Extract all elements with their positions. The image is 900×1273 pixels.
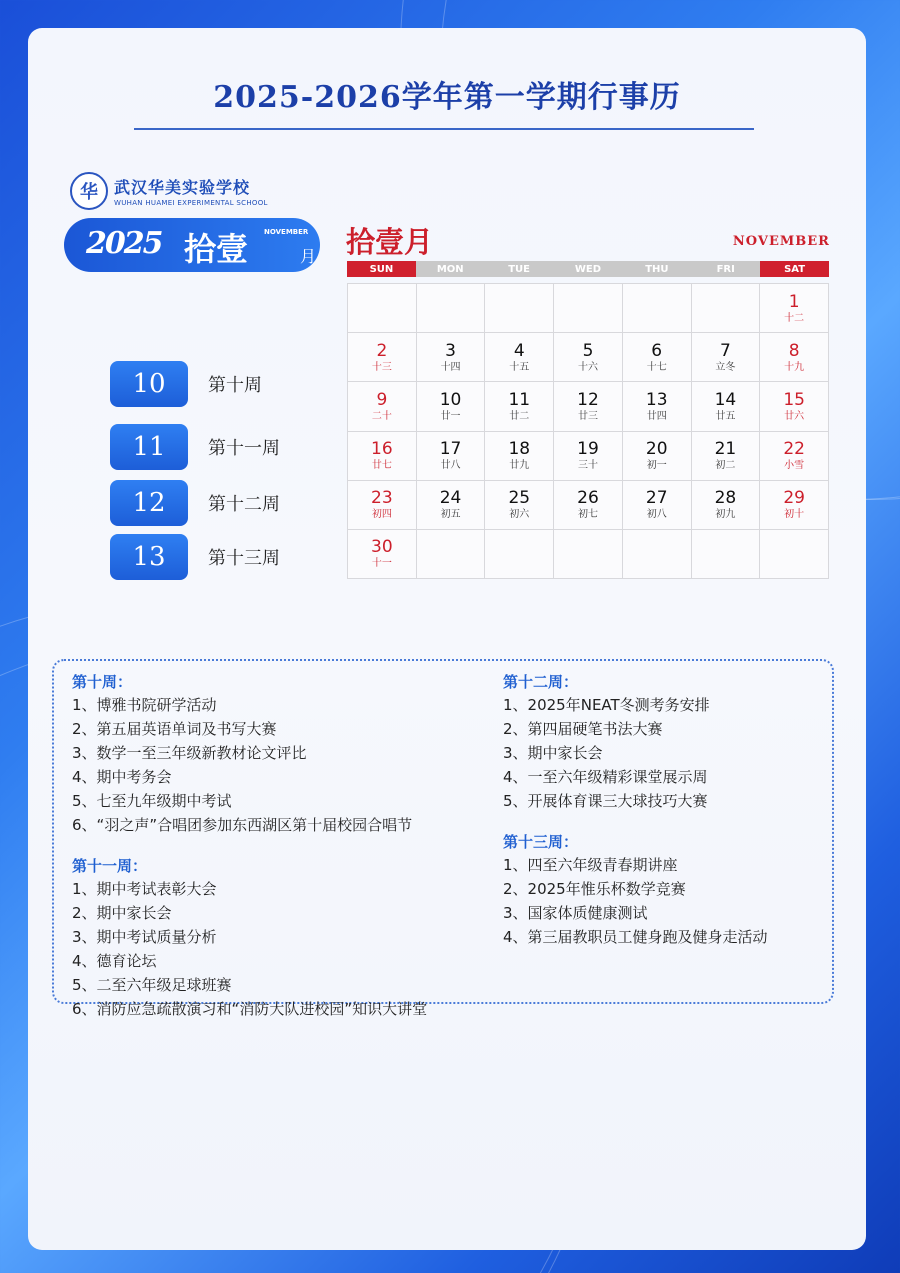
- lunar-date: 廿八: [440, 460, 461, 472]
- day-cell: [348, 432, 417, 481]
- day-cell: [760, 481, 829, 530]
- day-cell: [692, 481, 761, 530]
- day-number: 3: [445, 340, 456, 361]
- day-number: 10: [439, 389, 462, 410]
- lunar-date: 廿三: [577, 410, 598, 422]
- week-label: 第十二周: [208, 494, 280, 515]
- weekday-label: THU: [622, 261, 691, 277]
- calendar-grid: [347, 283, 829, 579]
- day-cell: [485, 333, 554, 382]
- day-number: 6: [651, 340, 663, 361]
- section-title: 第十二周：: [503, 673, 579, 691]
- day-cell: [485, 382, 554, 431]
- lunar-date: 二十: [371, 410, 392, 422]
- day-number: 14: [714, 389, 737, 410]
- day-number: 30: [371, 537, 393, 558]
- empty-day-cell: [485, 530, 554, 579]
- lunar-date: 十九: [784, 361, 805, 373]
- event-item: 3、期中家长会: [503, 744, 603, 762]
- day-number: 25: [508, 488, 531, 509]
- event-item: 6、消防应急疏散演习和“消防大队进校园”知识大讲堂: [72, 1000, 428, 1018]
- lunar-date: 廿六: [784, 410, 805, 422]
- day-cell: [417, 333, 486, 382]
- day-cell: [623, 382, 692, 431]
- events-column-right: [503, 671, 900, 967]
- day-number: 27: [645, 488, 668, 509]
- banner-year: 2025: [86, 226, 162, 261]
- lunar-date: 初五: [440, 509, 461, 521]
- day-number: 5: [582, 340, 594, 361]
- lunar-date: 廿九: [509, 460, 530, 472]
- empty-day-cell: [692, 530, 761, 579]
- lunar-date: 十三: [371, 361, 392, 373]
- weekday-header: [347, 261, 829, 277]
- weekday-label: TUE: [485, 261, 554, 277]
- day-cell: [760, 382, 829, 431]
- day-number: 17: [439, 439, 462, 460]
- week-label: 第十三周: [208, 548, 280, 569]
- title-divider: [134, 128, 754, 130]
- lunar-date: 初七: [577, 509, 598, 521]
- day-cell: [760, 284, 829, 333]
- day-number: 28: [714, 488, 737, 509]
- day-number: 12: [577, 389, 599, 410]
- empty-day-cell: [623, 284, 692, 333]
- week-events-section: [503, 671, 900, 813]
- day-number: 13: [645, 389, 668, 410]
- day-number: 2: [376, 340, 388, 361]
- day-number: 20: [645, 439, 668, 460]
- calendar-month-cn: 拾壹月: [346, 225, 434, 259]
- lunar-date: 廿五: [715, 410, 736, 422]
- school-name-cn: 武汉华美实验学校: [114, 178, 251, 197]
- events-column-left: [72, 671, 472, 1039]
- day-cell: [692, 432, 761, 481]
- day-number: 22: [783, 439, 805, 460]
- school-logo: [70, 172, 268, 210]
- day-number: 8: [788, 340, 800, 361]
- banner-month-cn: 拾壹: [184, 230, 249, 268]
- lunar-date: 立冬: [715, 361, 736, 373]
- banner-month-en: NOVEMBER: [264, 228, 309, 236]
- week-number-badge: 10: [110, 361, 188, 407]
- empty-day-cell: [348, 284, 417, 333]
- day-number: 19: [577, 439, 599, 460]
- lunar-date: 初一: [646, 460, 667, 472]
- week-label: 第十一周: [208, 438, 280, 459]
- day-cell: [554, 432, 623, 481]
- day-cell: [623, 432, 692, 481]
- empty-day-cell: [554, 530, 623, 579]
- event-item: 5、开展体育课三大球技巧大赛: [503, 792, 708, 810]
- day-number: 4: [513, 340, 525, 361]
- day-cell: [554, 481, 623, 530]
- day-cell: [692, 333, 761, 382]
- lunar-date: 小雪: [784, 460, 805, 472]
- empty-day-cell: [417, 530, 486, 579]
- lunar-date: 十六: [577, 361, 598, 373]
- weekday-label: FRI: [691, 261, 760, 277]
- week-label: 第十周: [208, 375, 262, 396]
- calendar-card: [28, 28, 866, 1250]
- day-number: 1: [788, 291, 800, 312]
- weekday-label: SUN: [347, 261, 416, 277]
- event-item: 3、期中考试质量分析: [72, 928, 217, 946]
- day-cell: [760, 432, 829, 481]
- lunar-date: 十二: [784, 312, 805, 324]
- lunar-date: 初四: [371, 509, 392, 521]
- day-cell: [348, 481, 417, 530]
- event-item: 1、四至六年级青春期讲座: [503, 856, 678, 874]
- day-number: 18: [508, 439, 531, 460]
- day-number: 7: [720, 340, 731, 361]
- lunar-date: 初二: [715, 460, 736, 472]
- week-number-badge: 13: [110, 534, 188, 580]
- event-item: 4、德育论坛: [72, 952, 157, 970]
- events-box: [52, 659, 834, 1018]
- lunar-date: 初十: [784, 509, 805, 521]
- school-emblem-icon: 华: [70, 172, 108, 210]
- day-number: 16: [371, 439, 393, 460]
- lunar-date: 廿一: [440, 410, 461, 422]
- day-cell: [760, 333, 829, 382]
- day-cell: [348, 333, 417, 382]
- event-item: 4、一至六年级精彩课堂展示周: [503, 768, 708, 786]
- weekday-label: MON: [416, 261, 485, 277]
- weekday-label: SAT: [760, 261, 829, 277]
- empty-day-cell: [692, 284, 761, 333]
- lunar-date: 三十: [577, 460, 598, 472]
- event-item: 4、期中考务会: [72, 768, 172, 786]
- day-cell: [417, 382, 486, 431]
- lunar-date: 初九: [715, 509, 736, 521]
- weekday-label: WED: [554, 261, 623, 277]
- day-cell: [554, 382, 623, 431]
- lunar-date: 廿四: [646, 410, 667, 422]
- event-item: 2、2025年惟乐杯数学竞赛: [503, 880, 686, 898]
- month-banner: [64, 218, 320, 272]
- day-cell: [692, 382, 761, 431]
- day-cell: [485, 481, 554, 530]
- event-item: 4、第三届教职员工健身跑及健身走活动: [503, 928, 768, 946]
- empty-day-cell: [417, 284, 486, 333]
- lunar-date: 十一: [371, 558, 392, 570]
- empty-day-cell: [485, 284, 554, 333]
- day-cell: [485, 432, 554, 481]
- day-number: 21: [714, 439, 737, 460]
- page-title: 2025-2026学年第一学期行事历: [213, 80, 681, 115]
- day-number: 11: [508, 389, 531, 410]
- school-name-en: WUHAN HUAMEI EXPERIMENTAL SCHOOL: [114, 199, 268, 207]
- event-item: 2、第四届硬笔书法大赛: [503, 720, 663, 738]
- lunar-date: 十七: [646, 361, 667, 373]
- banner-yue: 月: [300, 247, 317, 266]
- lunar-date: 十五: [509, 361, 530, 373]
- event-item: 1、2025年NEAT冬测考务安排: [503, 696, 710, 714]
- empty-day-cell: [760, 530, 829, 579]
- empty-day-cell: [623, 530, 692, 579]
- lunar-date: 初六: [509, 509, 530, 521]
- day-cell: [417, 432, 486, 481]
- section-title: 第十一周：: [72, 857, 148, 875]
- week-events-section: [72, 671, 472, 837]
- day-cell: [417, 481, 486, 530]
- event-item: 5、七至九年级期中考试: [72, 792, 232, 810]
- week-row: [110, 480, 280, 526]
- day-number: 23: [371, 488, 393, 509]
- event-item: 1、博雅书院研学活动: [72, 696, 217, 714]
- event-item: 3、国家体质健康测试: [503, 904, 648, 922]
- section-title: 第十周：: [72, 673, 133, 691]
- event-item: 3、数学一至三年级新教材论文评比: [72, 744, 307, 762]
- week-row: [110, 534, 280, 580]
- event-item: 2、第五届英语单词及书写大赛: [72, 720, 277, 738]
- empty-day-cell: [554, 284, 623, 333]
- day-cell: [348, 382, 417, 431]
- week-number-badge: 11: [110, 424, 188, 470]
- week-row: [110, 424, 280, 470]
- week-events-section: [503, 831, 900, 949]
- day-number: 24: [439, 488, 462, 509]
- event-item: 2、期中家长会: [72, 904, 172, 922]
- day-cell: [623, 481, 692, 530]
- lunar-date: 初八: [646, 509, 667, 521]
- lunar-date: 廿二: [509, 410, 530, 422]
- lunar-date: 十四: [440, 361, 461, 373]
- day-number: 9: [376, 389, 388, 410]
- day-number: 15: [783, 389, 805, 410]
- event-item: 6、“羽之声”合唱团参加东西湖区第十届校园合唱节: [72, 816, 413, 834]
- day-cell: [348, 530, 417, 579]
- day-cell: [623, 333, 692, 382]
- calendar-month-en: NOVEMBER: [732, 234, 830, 249]
- week-row: [110, 361, 262, 407]
- day-cell: [554, 333, 623, 382]
- event-item: 5、二至六年级足球班赛: [72, 976, 232, 994]
- event-item: 1、期中考试表彰大会: [72, 880, 217, 898]
- week-events-section: [72, 855, 472, 1021]
- day-number: 29: [783, 488, 805, 509]
- lunar-date: 廿七: [371, 460, 392, 472]
- week-number-badge: 12: [110, 480, 188, 526]
- day-number: 26: [577, 488, 599, 509]
- section-title: 第十三周：: [503, 833, 579, 851]
